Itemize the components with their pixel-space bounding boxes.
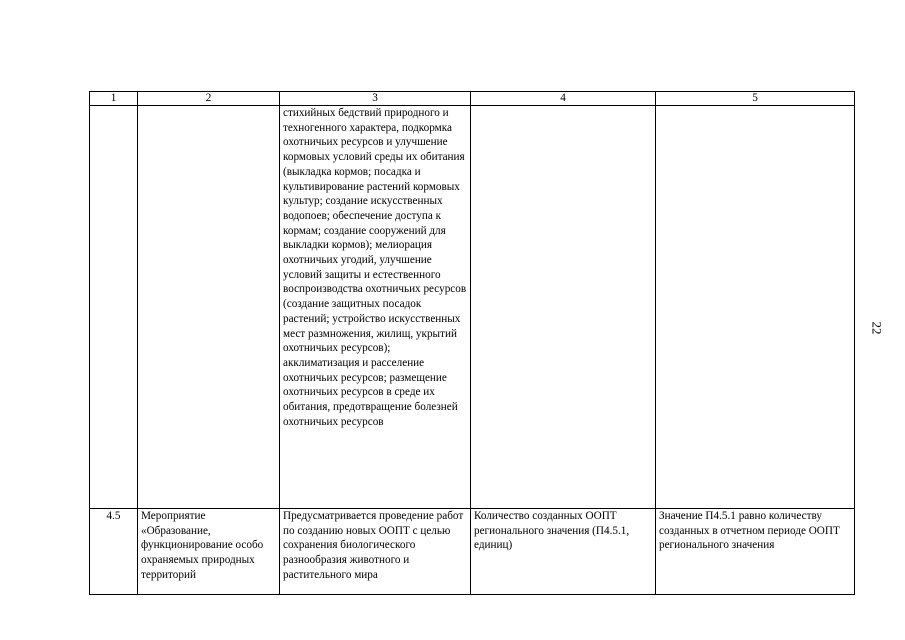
cell-indicator: Количество созданных ООПТ регионального значения (П4.5.1, единиц) xyxy=(471,509,656,595)
cell-calculation xyxy=(656,106,855,509)
document-table xyxy=(89,91,855,595)
cell-number: 4.5 xyxy=(90,509,138,595)
header-col-5: 5 xyxy=(656,92,855,106)
cell-indicator xyxy=(471,106,656,509)
table-row xyxy=(90,106,855,509)
cell-activity xyxy=(138,106,280,509)
table-body xyxy=(90,106,855,595)
header-row xyxy=(90,92,855,106)
header-col-2: 2 xyxy=(138,92,280,106)
table-row xyxy=(90,509,855,595)
header-col-3: 3 xyxy=(280,92,471,106)
cell-number xyxy=(90,106,138,509)
page-number: 22 xyxy=(869,321,885,335)
header-col-4: 4 xyxy=(471,92,656,106)
table-header xyxy=(90,92,855,106)
cell-activity: Мероприятие «Образование, функционирование особо охраняемых природных территорий xyxy=(138,509,280,595)
cell-calculation: Значение П4.5.1 равно количеству созданных в отчетном периоде ООПТ регионального значения xyxy=(656,509,855,595)
header-col-1: 1 xyxy=(90,92,138,106)
cell-description: стихийных бедствий природного и техногенного характера, подкормка охотничьих ресурсов и улучшение кормовых условий среды их обитания (выкладка кормов; посадка и культивирование растений кормовых культур; создание искусственных водопоев; обеспечение доступа к кормам; создание сооружений для выкладки кормов); мелиорация охотничьих угодий, улучшение условий защиты и естественного воспроизводства охотничьих ресурсов (создание защитных посадок растений; устройство искусственных мест размножения, жилищ, укрытий охотничьих ресурсов); акклиматизация и расселение охотничьих ресурсов; размещение охотничьих ресурсов в среде их обитания, предотвращение болезней охотничьих ресурсов xyxy=(280,106,471,509)
cell-description: Предусматривается проведение работ по созданию новых ООПТ с целью сохранения биологического разнообразия животного и растительного мира xyxy=(280,509,471,595)
